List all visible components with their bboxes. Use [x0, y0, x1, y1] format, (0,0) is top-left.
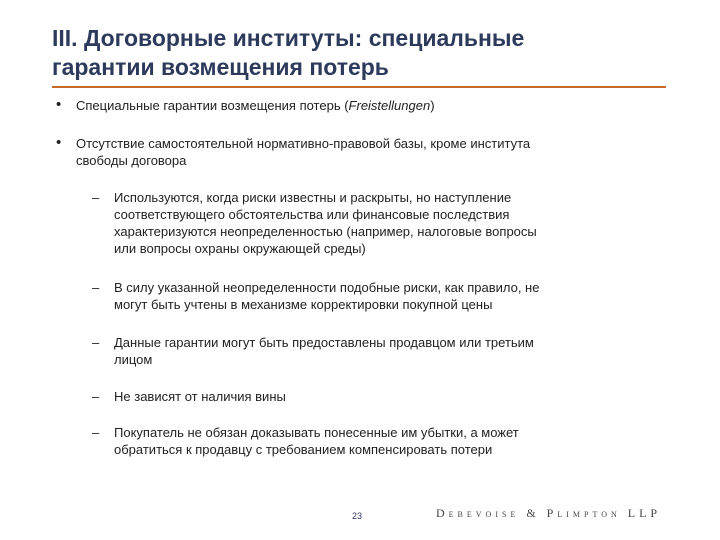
sub-line: могут быть учтены в механизме корректировки покупной цены [114, 297, 493, 312]
sub-text [114, 388, 674, 405]
sub-marker: – [92, 190, 100, 205]
title-divider [52, 86, 666, 88]
sub-line: или вопросы охраны окружающей среды) [114, 241, 366, 256]
sub-line: Данные гарантии могут быть предоставлены продавцом или третьим [114, 335, 534, 350]
sub-text [114, 189, 674, 257]
bullet-marker: • [56, 96, 62, 113]
sub-line: характеризуются неопределенностью (например, налоговые вопросы [114, 224, 537, 239]
bullet-marker: • [56, 134, 62, 151]
sub-text [114, 334, 674, 368]
sub-line: Покупатель не обязан доказывать понесенные им убытки, а может [114, 425, 519, 440]
sub-line: лицом [114, 352, 153, 367]
sub-text [114, 279, 674, 313]
sub-marker: – [92, 335, 100, 350]
bullet-line-part: Специальные гарантии возмещения потерь ( [76, 98, 349, 113]
bullet-line-part: ) [430, 98, 435, 113]
sub-marker: – [92, 280, 100, 295]
sub-marker: – [92, 425, 100, 440]
sub-marker: – [92, 389, 100, 404]
bullet-line-italic: Freistellungen [348, 98, 431, 113]
sub-line: соответствующего обстоятельства или финансовые последствия [114, 207, 510, 222]
sub-line: Используются, когда риски известны и раскрыты, но наступление [114, 190, 512, 205]
sub-line: В силу указанной неопределенности подобные риски, как правило, не [114, 280, 540, 295]
bullet-text [76, 97, 676, 114]
sub-line: Не зависят от наличия вины [114, 389, 286, 404]
bullet-text [76, 135, 676, 169]
slide-title-line-2: гарантии возмещения потерь [52, 54, 389, 80]
sub-text [114, 424, 674, 458]
sub-line: обратиться к продавцу с требованием компенсировать потери [114, 442, 493, 457]
page-number: 23 [352, 511, 363, 521]
firm-name: Debevoise & Plimpton LLP [436, 506, 662, 520]
slide-title-line-1: III. Договорные институты: специальные [52, 25, 525, 51]
slide-title [52, 24, 692, 82]
bullet-line: свободы договора [76, 153, 187, 168]
bullet-line: Отсутствие самостоятельной нормативно-правовой базы, кроме института [76, 136, 531, 151]
bullet-line [76, 97, 676, 114]
